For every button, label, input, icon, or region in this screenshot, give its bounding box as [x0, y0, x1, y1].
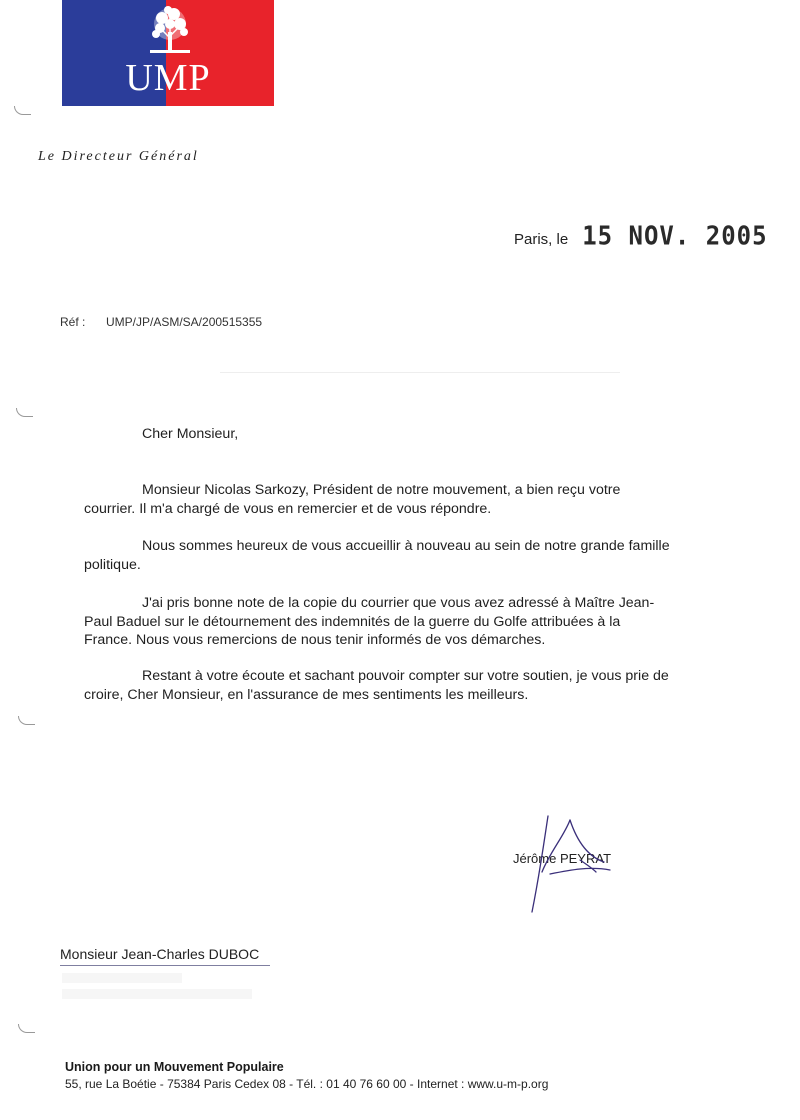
handwritten-signature: [520, 812, 630, 918]
paragraph: Restant à votre écoute et sachant pouvoir compter sur votre soutien, je vous prie de croire, Cher Monsieur, en l'assurance de mes sentiments les meilleurs.: [84, 668, 669, 703]
signer-name: Jérôme PEYRAT: [513, 851, 612, 866]
reference-line: [60, 315, 262, 329]
sender-title: Le Directeur Général: [38, 149, 199, 164]
reference-value: UMP/JP/ASM/SA/200515355: [106, 315, 263, 329]
date-stamp: 15 NOV. 2005: [582, 220, 768, 252]
recipient-underline: [60, 965, 270, 966]
tree-icon: [140, 4, 200, 60]
date-prefix: Paris, le: [514, 231, 569, 248]
paragraph: Nous sommes heureux de vous accueillir à nouveau au sein de notre grande famille politique.: [84, 538, 670, 573]
faded-recipient-address: [62, 970, 272, 999]
date-line: [514, 222, 768, 250]
footer-org-name: Union pour un Mouvement Populaire: [65, 1060, 284, 1074]
paragraph: J'ai pris bonne note de la copie du courrier que vous avez adressé à Maître Jean-Paul Baduel sur le détournement des indemnités de la guerre du Golfe attribuées à la France. Nous vous remercions de nous tenir informés de vos démarches.: [84, 595, 655, 648]
punch-hole-mark: [18, 716, 35, 725]
punch-hole-mark: [18, 1024, 35, 1033]
punch-hole-mark: [14, 106, 31, 115]
reference-label: Réf :: [60, 315, 86, 329]
paragraph: Monsieur Nicolas Sarkozy, Président de notre mouvement, a bien reçu votre courrier. Il m'a chargé de vous en remercier et de vous répondre.: [84, 482, 621, 517]
recipient-name: Monsieur Jean-Charles DUBOC: [60, 946, 260, 962]
punch-hole-mark: [16, 408, 33, 417]
logo-text: UMP: [125, 57, 211, 99]
salutation: Cher Monsieur,: [142, 426, 239, 442]
divider: [220, 372, 620, 373]
footer-address: 55, rue La Boétie - 75384 Paris Cedex 08 - Tél. : 01 40 76 60 00 - Internet : www.u-m-p.org: [65, 1077, 549, 1091]
ump-logo: [62, 0, 274, 106]
